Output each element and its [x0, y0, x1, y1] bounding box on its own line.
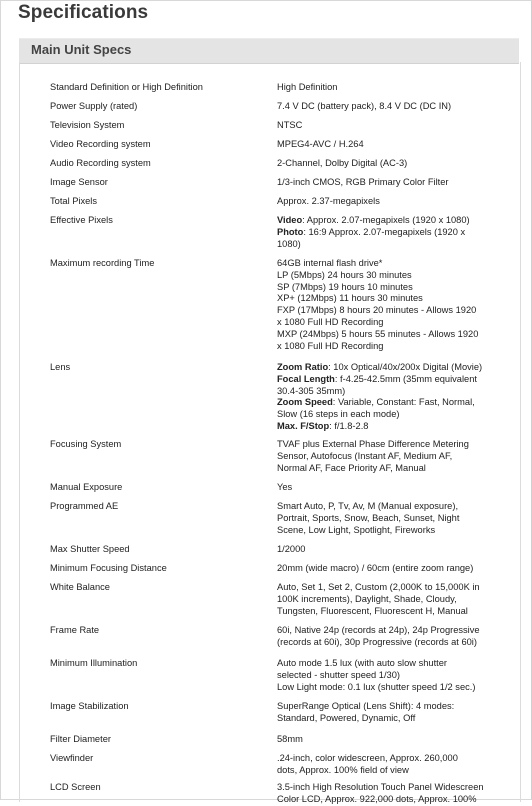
- spec-value-text: TVAF plus External Phase Difference Metering: [277, 439, 469, 449]
- spec-value-text: : 10x Optical/40x/200x Digital (Movie): [328, 362, 483, 372]
- spec-value-text: 100K increments), Daylight, Shade, Cloudy,: [277, 593, 457, 604]
- spec-label: Max Shutter Speed: [50, 544, 130, 554]
- spec-value-text: : 16:9 Approx. 2.07-megapixels (1920 x: [303, 226, 466, 237]
- spec-label: Maximum recording Time: [50, 258, 155, 268]
- spec-value-text: selected - shutter speed 1/30): [277, 669, 400, 680]
- spec-label: Filter Diameter: [50, 734, 111, 744]
- spec-value-line: [277, 120, 507, 132]
- spec-label: White Balance: [50, 582, 110, 592]
- spec-value-line: [277, 582, 507, 594]
- spec-value: [277, 215, 507, 250]
- spec-value-line: [277, 196, 507, 208]
- section-header: [19, 38, 519, 64]
- spec-value-line: [277, 625, 507, 637]
- spec-value: [277, 701, 507, 725]
- spec-value: [277, 177, 507, 189]
- spec-value-line: [277, 362, 507, 374]
- spec-label: Minimum Illumination: [50, 658, 138, 668]
- spec-value-line: [277, 525, 507, 537]
- spec-value-text: XP+ (12Mbps) 11 hours 30 minutes: [277, 293, 423, 304]
- spec-value-text: 60i, Native 24p (records at 24p), 24p Progressive: [277, 625, 480, 635]
- spec-label: Television System: [50, 120, 125, 130]
- spec-value-text: MPEG4-AVC / H.264: [277, 139, 364, 149]
- spec-value-text: MXP (24Mbps) 5 hours 55 minutes - Allows 1920: [277, 328, 479, 339]
- spec-value: [277, 258, 507, 352]
- spec-value-line: [277, 421, 507, 433]
- spec-value-text: x 1080 Full HD Recording: [277, 316, 384, 327]
- spec-value-line: [277, 341, 507, 353]
- spec-value-line: [277, 501, 507, 513]
- spec-value-text: LP (5Mbps) 24 hours 30 minutes: [277, 269, 412, 280]
- spec-value-line: [277, 713, 507, 725]
- spec-value-line: [277, 305, 507, 317]
- spec-label: Standard Definition or High Definition: [50, 82, 203, 92]
- spec-label: Viewfinder: [50, 753, 94, 763]
- spec-label: LCD Screen: [50, 782, 101, 792]
- spec-value-text: NTSC: [277, 120, 303, 130]
- spec-value-line: [277, 101, 507, 113]
- spec-label: Total Pixels: [50, 196, 98, 206]
- specs-table: [19, 62, 521, 802]
- spec-label: Effective Pixels: [50, 215, 113, 225]
- spec-value-text: 1/3-inch CMOS, RGB Primary Color Filter: [277, 177, 449, 187]
- spec-value-line: [277, 215, 507, 227]
- page-title: Specifications: [18, 2, 149, 23]
- spec-value-line: [277, 82, 507, 94]
- spec-value: [277, 101, 507, 113]
- spec-label: Image Sensor: [50, 177, 108, 187]
- spec-value: [277, 362, 507, 433]
- spec-value-line: [277, 513, 507, 525]
- spec-label: Programmed AE: [50, 501, 119, 511]
- spec-label: Lens: [50, 362, 71, 372]
- spec-value-key: Focal Length: [277, 373, 335, 384]
- spec-value-line: [277, 682, 507, 694]
- spec-value-text: Scene, Low Light, Spotlight, Fireworks: [277, 524, 436, 535]
- spec-value-line: [277, 451, 507, 463]
- spec-value-line: [277, 293, 507, 305]
- spec-value-text: SuperRange Optical (Lens Shift): 4 modes:: [277, 701, 455, 711]
- spec-value-line: [277, 606, 507, 618]
- spec-value-text: Slow (16 steps in each mode): [277, 409, 400, 420]
- spec-value-text: Approx. 2.37-megapixels: [277, 196, 380, 206]
- section-title: Main Unit Specs: [31, 42, 132, 57]
- spec-value: [277, 158, 507, 170]
- spec-value-line: [277, 270, 507, 282]
- spec-value: [277, 482, 507, 494]
- spec-value-text: 7.4 V DC (battery pack), 8.4 V DC (DC IN): [277, 101, 452, 111]
- spec-value-line: [277, 439, 507, 451]
- spec-value-line: [277, 463, 507, 475]
- spec-value-line: [277, 409, 507, 421]
- spec-value-line: [277, 282, 507, 294]
- spec-value-text: SP (7Mbps) 19 hours 10 minutes: [277, 281, 413, 292]
- spec-value-key: Video: [277, 215, 303, 225]
- spec-value-key: Zoom Ratio: [277, 362, 329, 372]
- spec-label: Video Recording system: [50, 139, 151, 149]
- spec-value-text: 3.5-inch High Resolution Touch Panel Widescreen: [277, 782, 484, 792]
- spec-value-line: [277, 386, 507, 398]
- spec-value: [277, 82, 507, 94]
- spec-label: Image Stabilization: [50, 701, 129, 711]
- spec-value-text: 2-Channel, Dolby Digital (AC-3): [277, 158, 408, 168]
- spec-value: [277, 120, 507, 132]
- spec-value-text: 58mm: [277, 734, 303, 744]
- spec-value: [277, 196, 507, 208]
- spec-value-line: [277, 765, 507, 777]
- spec-value-line: [277, 734, 507, 746]
- spec-value-key: Photo: [277, 226, 304, 237]
- spec-value: [277, 658, 507, 693]
- spec-value-text: x 1080 Full HD Recording: [277, 340, 384, 351]
- spec-value-text: (records at 60i), 30p Progressive (records at 60i): [277, 636, 477, 647]
- spec-value: [277, 563, 507, 575]
- spec-value-text: Normal AF, Face Priority AF, Manual: [277, 462, 426, 473]
- spec-value: [277, 544, 507, 556]
- spec-value-text: : f-4.25-42.5mm (35mm equivalent: [334, 373, 477, 384]
- spec-value: [277, 582, 507, 617]
- spec-value-line: [277, 753, 507, 765]
- spec-label: Frame Rate: [50, 625, 100, 635]
- spec-value-line: [277, 227, 507, 239]
- spec-value-text: 1080): [277, 238, 301, 249]
- spec-value-text: dots, Approx. 100% field of view: [277, 764, 409, 775]
- spec-value: [277, 625, 507, 649]
- spec-value-line: [277, 701, 507, 713]
- spec-value-text: 64GB internal flash drive*: [277, 258, 383, 268]
- spec-value-line: [277, 397, 507, 409]
- spec-value-text: : Approx. 2.07-megapixels (1920 x 1080): [302, 215, 470, 225]
- spec-value-line: [277, 139, 507, 151]
- spec-value: [277, 439, 507, 474]
- spec-value-text: Sensor, Autofocus (Instant AF, Medium AF,: [277, 450, 453, 461]
- spec-value-text: High Definition: [277, 82, 338, 92]
- spec-label: Audio Recording system: [50, 158, 151, 168]
- spec-value-text: 1/2000: [277, 544, 306, 554]
- spec-value-text: Low Light mode: 0.1 lux (shutter speed 1/2 sec.): [277, 681, 476, 692]
- spec-value-line: [277, 374, 507, 386]
- spec-value-line: [277, 658, 507, 670]
- spec-value-text: Portrait, Sports, Snow, Beach, Sunset, Night: [277, 512, 460, 523]
- spec-value-line: [277, 637, 507, 649]
- spec-value-line: [277, 563, 507, 575]
- spec-value-text: Yes: [277, 482, 293, 492]
- spec-value-text: Smart Auto, P, Tv, Av, M (Manual exposure),: [277, 501, 459, 511]
- spec-value-line: [277, 239, 507, 251]
- spec-value-text: : Variable, Constant: Fast, Normal,: [332, 397, 475, 408]
- spec-value-text: 30.4-305 35mm): [277, 385, 346, 396]
- spec-value-key: Max. F/Stop: [277, 420, 330, 431]
- spec-value: [277, 734, 507, 746]
- spec-value-key: Zoom Speed: [277, 397, 333, 408]
- spec-value-line: [277, 670, 507, 682]
- spec-value-line: [277, 594, 507, 606]
- spec-value-line: [277, 317, 507, 329]
- spec-value: [277, 501, 507, 536]
- spec-label: Power Supply (rated): [50, 101, 138, 111]
- spec-value-text: : f/1.8-2.8: [329, 420, 369, 431]
- spec-label: Focusing System: [50, 439, 122, 449]
- spec-value-line: [277, 544, 507, 556]
- spec-value-line: [277, 258, 507, 270]
- spec-value-text: Color LCD, Approx. 922,000 dots, Approx. 100%: [277, 793, 477, 804]
- spec-label: Minimum Focusing Distance: [50, 563, 167, 573]
- spec-value-text: Tungsten, Fluorescent, Fluorescent H, Manual: [277, 605, 468, 616]
- spec-value-text: 20mm (wide macro) / 60cm (entire zoom range): [277, 563, 474, 573]
- spec-value-text: .24-inch, color widescreen, Approx. 260,000: [277, 753, 458, 763]
- spec-value-text: FXP (17Mbps) 8 hours 20 minutes - Allows 1920: [277, 305, 477, 316]
- spec-value: [277, 782, 507, 806]
- spec-value: [277, 753, 507, 777]
- spec-label: Manual Exposure: [50, 482, 123, 492]
- spec-value-text: Standard, Powered, Dynamic, Off: [277, 712, 416, 723]
- spec-value-line: [277, 158, 507, 170]
- spec-value-line: [277, 482, 507, 494]
- spec-value-text: Auto mode 1.5 lux (with auto slow shutter: [277, 658, 448, 668]
- spec-value-line: [277, 177, 507, 189]
- spec-value-line: [277, 329, 507, 341]
- spec-value: [277, 139, 507, 151]
- spec-value-text: Auto, Set 1, Set 2, Custom (2,000K to 15,000K in: [277, 582, 480, 592]
- spec-value-line: [277, 782, 507, 794]
